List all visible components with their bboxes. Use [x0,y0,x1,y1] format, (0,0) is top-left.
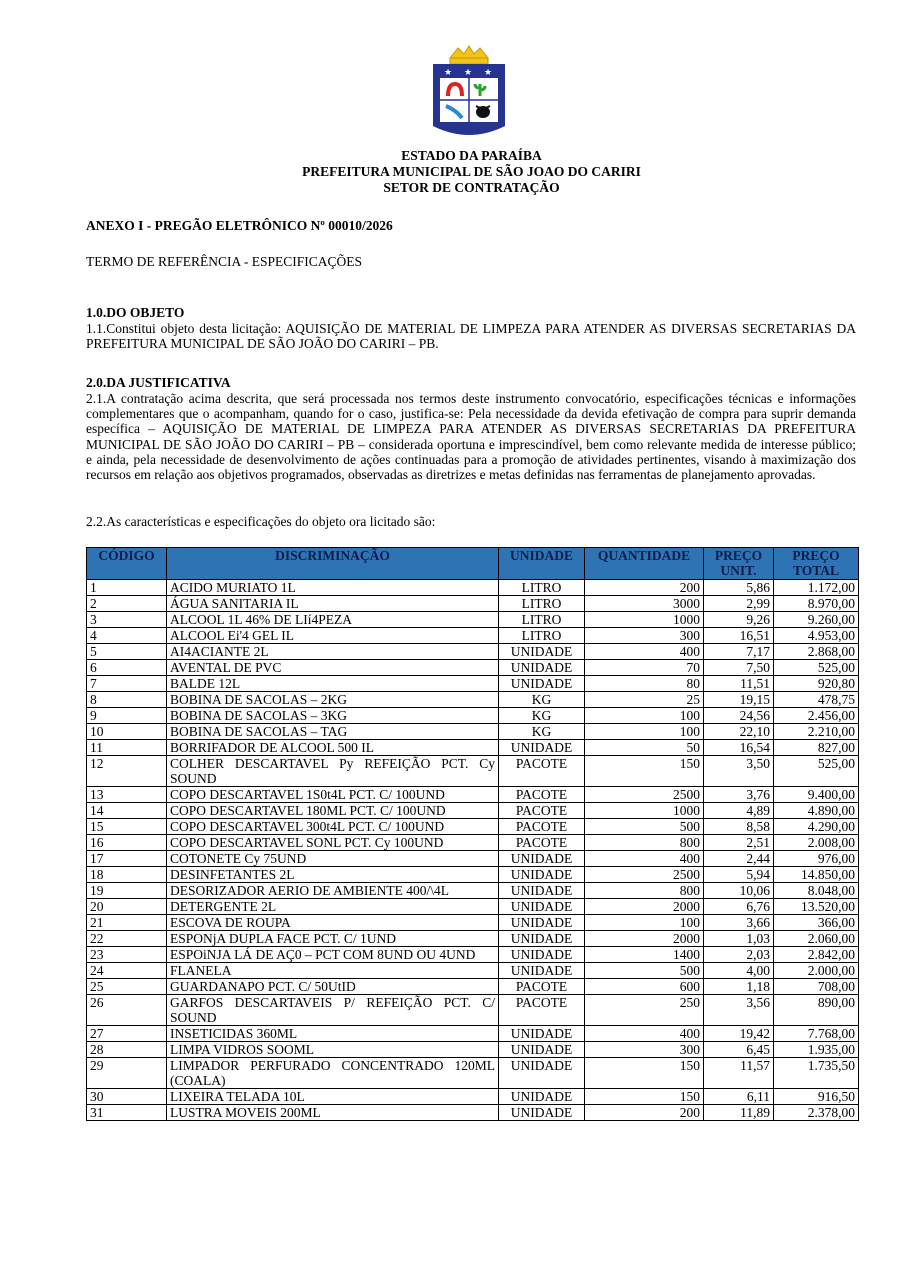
cell-code: 5 [87,644,167,660]
cell-unit: UNIDADE [499,1089,585,1105]
cell-code: 12 [87,756,167,787]
cell-quantity: 50 [585,740,704,756]
table-row [87,995,859,1026]
table-row [87,835,859,851]
cell-unit: UNIDADE [499,851,585,867]
cell-quantity: 150 [585,1058,704,1089]
cell-unit: UNIDADE [499,676,585,692]
cell-code: 15 [87,819,167,835]
table-row [87,644,859,660]
cell-total-price: 13.520,00 [774,899,859,915]
cell-unit: PACOTE [499,803,585,819]
cell-unit-price: 5,86 [704,580,774,596]
cell-description: BORRIFADOR DE ALCOOL 500 IL [167,740,499,756]
cell-unit-price: 4,89 [704,803,774,819]
cell-quantity: 25 [585,692,704,708]
cell-unit-price: 2,99 [704,596,774,612]
cell-unit-price: 4,00 [704,963,774,979]
cell-description: BOBINA DE SACOLAS – TAG [167,724,499,740]
cell-total-price: 2.000,00 [774,963,859,979]
cell-code: 7 [87,676,167,692]
table-row [87,883,859,899]
section1-paragraph: 1.1.Constitui objeto desta licitação: AQUISIÇÃO DE MATERIAL DE LIMPEZA PARA ATENDER AS DIVERSAS SECRETARIAS DA PREFEITURA MUNICIPAL DE SÃO JOÃO DO CARIRI – PB. [86,321,856,352]
table-row [87,628,859,644]
section1-heading: 1.0.DO OBJETO [86,305,185,320]
cell-unit: KG [499,708,585,724]
cell-description: ALCOOL Ei'4 GEL IL [167,628,499,644]
cell-total-price: 525,00 [774,756,859,787]
cell-total-price: 2.868,00 [774,644,859,660]
table-row [87,580,859,596]
cell-code: 3 [87,612,167,628]
table-row [87,740,859,756]
cell-unit-price: 3,56 [704,995,774,1026]
cell-quantity: 800 [585,835,704,851]
cell-description: ESPOiNJA LÁ DE AÇ0 – PCT COM 8UND OU 4UND [167,947,499,963]
cell-code: 22 [87,931,167,947]
cell-description: ÁGUA SANITARIA IL [167,596,499,612]
cell-quantity: 250 [585,995,704,1026]
header-sector: SETOR DE CONTRATAÇÃO [383,180,560,195]
cell-code: 10 [87,724,167,740]
cell-unit: PACOTE [499,756,585,787]
cell-quantity: 500 [585,819,704,835]
header-unit: UNIDADE [499,548,585,580]
cell-total-price: 2.060,00 [774,931,859,947]
cell-total-price: 9.400,00 [774,787,859,803]
cell-description: DETERGENTE 2L [167,899,499,915]
cell-unit-price: 19,15 [704,692,774,708]
cell-total-price: 4.953,00 [774,628,859,644]
cell-total-price: 366,00 [774,915,859,931]
cell-total-price: 4.890,00 [774,803,859,819]
cell-total-price: 14.850,00 [774,867,859,883]
cell-total-price: 1.735,50 [774,1058,859,1089]
table-row [87,692,859,708]
cell-code: 2 [87,596,167,612]
cell-unit-price: 3,76 [704,787,774,803]
table-row [87,947,859,963]
section2-paragraph: 2.1.A contratação acima descrita, que será processada nos termos deste instrumento convocatório, especificações técnicas e informações complementares que o acompanham, quando for o caso, justifica-se: Pela necessidade da devida efetivação de compra para suprir demanda específica – AQUISIÇÃO DE MATERIAL DE LIMPEZA PARA ATENDER AS DIVERSAS SECRETARIAS DA PREFEITURA MUNICIPAL DE SÃO JOÃO DO CARIRI – PB – considerada oportuna e imprescindível, bem como relevante medida de interesse público; e ainda, pela necessidade de desenvolvimento de ações continuadas para a promoção de atividades pertinentes, visando à maximização dos recursos em relação aos objetivos programados, observadas as diretrizes e metas definidas nas ferramentas de planejamento aprovadas. [86,391,856,483]
cell-code: 18 [87,867,167,883]
cell-quantity: 400 [585,851,704,867]
cell-unit: UNIDADE [499,899,585,915]
table-row [87,1026,859,1042]
cell-unit-price: 6,11 [704,1089,774,1105]
header-prefecture: PREFEITURA MUNICIPAL DE SÃO JOAO DO CARIRI [302,164,641,179]
table-row [87,787,859,803]
cell-unit: PACOTE [499,835,585,851]
cell-unit: KG [499,724,585,740]
cell-description: COTONETE Cy 75UND [167,851,499,867]
cell-quantity: 300 [585,1042,704,1058]
cell-unit: UNIDADE [499,1058,585,1089]
cell-code: 20 [87,899,167,915]
cell-unit-price: 11,51 [704,676,774,692]
cell-unit: UNIDADE [499,1105,585,1121]
cell-total-price: 827,00 [774,740,859,756]
cell-unit-price: 19,42 [704,1026,774,1042]
cell-description: DESINFETANTES 2L [167,867,499,883]
table-row [87,1089,859,1105]
cell-unit: UNIDADE [499,915,585,931]
cell-code: 30 [87,1089,167,1105]
cell-quantity: 100 [585,915,704,931]
cell-total-price: 2.456,00 [774,708,859,724]
cell-description: DESORIZADOR AERIO DE AMBIENTE 400/\4L [167,883,499,899]
cell-code: 21 [87,915,167,931]
cell-code: 19 [87,883,167,899]
cell-description: BALDE 12L [167,676,499,692]
cell-unit: UNIDADE [499,883,585,899]
cell-total-price: 9.260,00 [774,612,859,628]
cell-unit: LITRO [499,596,585,612]
cell-unit-price: 11,89 [704,1105,774,1121]
cell-description: ALCOOL 1L 46% DE LIí4PEZA [167,612,499,628]
cell-quantity: 2500 [585,867,704,883]
cell-quantity: 600 [585,979,704,995]
cell-code: 24 [87,963,167,979]
cell-total-price: 916,50 [774,1089,859,1105]
cell-quantity: 400 [585,644,704,660]
cell-total-price: 2.842,00 [774,947,859,963]
table-row [87,596,859,612]
cell-description: AVENTAL DE PVC [167,660,499,676]
table-row [87,756,859,787]
cell-unit: LITRO [499,612,585,628]
cell-quantity: 100 [585,724,704,740]
table-row [87,676,859,692]
cell-total-price: 976,00 [774,851,859,867]
cell-description: ESCOVA DE ROUPA [167,915,499,931]
cell-unit: LITRO [499,628,585,644]
cell-code: 14 [87,803,167,819]
cell-unit-price: 9,26 [704,612,774,628]
cell-quantity: 1000 [585,803,704,819]
cell-total-price: 8.970,00 [774,596,859,612]
table-row [87,803,859,819]
cell-description: LIMPADOR PERFURADO CONCENTRADO 120ML (COALA) [167,1058,499,1089]
section2-heading: 2.0.DA JUSTIFICATIVA [86,375,231,390]
cell-unit: UNIDADE [499,1042,585,1058]
table-row [87,931,859,947]
cell-quantity: 500 [585,963,704,979]
cell-description: COPO DESCARTAVEL 180ML PCT. C/ 100UND [167,803,499,819]
header-description: DISCRIMINAÇÃO [167,548,499,580]
cell-unit-price: 22,10 [704,724,774,740]
cell-total-price: 7.768,00 [774,1026,859,1042]
cell-quantity: 150 [585,1089,704,1105]
cell-unit-price: 3,66 [704,915,774,931]
cell-total-price: 2.210,00 [774,724,859,740]
municipal-coat-of-arms-icon [428,44,510,144]
cell-total-price: 4.290,00 [774,819,859,835]
cell-total-price: 1.935,00 [774,1042,859,1058]
cell-unit-price: 1,18 [704,979,774,995]
cell-code: 8 [87,692,167,708]
cell-unit-price: 11,57 [704,1058,774,1089]
cell-quantity: 300 [585,628,704,644]
cell-total-price: 525,00 [774,660,859,676]
cell-quantity: 400 [585,1026,704,1042]
cell-unit: UNIDADE [499,867,585,883]
table-row [87,660,859,676]
cell-unit-price: 1,03 [704,931,774,947]
cell-description: COPO DESCARTAVEL 1S0t4L PCT. C/ 100UND [167,787,499,803]
cell-total-price: 890,00 [774,995,859,1026]
cell-code: 23 [87,947,167,963]
cell-code: 6 [87,660,167,676]
cell-code: 25 [87,979,167,995]
cell-quantity: 2000 [585,931,704,947]
cell-quantity: 200 [585,1105,704,1121]
cell-description: AI4ACIANTE 2L [167,644,499,660]
cell-unit: UNIDADE [499,740,585,756]
cell-code: 13 [87,787,167,803]
table-row [87,1042,859,1058]
cell-total-price: 708,00 [774,979,859,995]
cell-description: ESPONjA DUPLA FACE PCT. C/ 1UND [167,931,499,947]
cell-description: GARFOS DESCARTAVEIS P/ REFEIÇÃO PCT. C/ SOUND [167,995,499,1026]
cell-unit-price: 24,56 [704,708,774,724]
cell-description: LIMPA VIDROS SOOML [167,1042,499,1058]
cell-quantity: 200 [585,580,704,596]
table-header-row [87,548,859,580]
items-table [86,547,859,1121]
cell-quantity: 150 [585,756,704,787]
table-row [87,724,859,740]
cell-code: 17 [87,851,167,867]
cell-total-price: 920,80 [774,676,859,692]
table-row [87,867,859,883]
cell-unit-price: 10,06 [704,883,774,899]
cell-code: 31 [87,1105,167,1121]
cell-description: COPO DESCARTAVEL SONL PCT. Cy 100UND [167,835,499,851]
cell-unit-price: 16,54 [704,740,774,756]
cell-description: LUSTRA MOVEIS 200ML [167,1105,499,1121]
cell-description: LIXEIRA TELADA 10L [167,1089,499,1105]
cell-unit-price: 16,51 [704,628,774,644]
table-row [87,915,859,931]
cell-unit: UNIDADE [499,963,585,979]
cell-unit-price: 6,76 [704,899,774,915]
cell-unit-price: 5,94 [704,867,774,883]
cell-unit-price: 7,50 [704,660,774,676]
cell-unit: UNIDADE [499,660,585,676]
table-row [87,708,859,724]
cell-code: 11 [87,740,167,756]
cell-total-price: 2.378,00 [774,1105,859,1121]
cell-total-price: 1.172,00 [774,580,859,596]
cell-quantity: 800 [585,883,704,899]
header-unit-price: PREÇO UNIT. [704,548,774,580]
table-row [87,1058,859,1089]
cell-quantity: 70 [585,660,704,676]
cell-unit: UNIDADE [499,931,585,947]
cell-unit-price: 2,03 [704,947,774,963]
subtitle: TERMO DE REFERÊNCIA - ESPECIFICAÇÕES [86,254,363,269]
cell-description: FLANELA [167,963,499,979]
header-code: CÓDIGO [87,548,167,580]
table-row [87,979,859,995]
cell-unit: PACOTE [499,995,585,1026]
cell-unit: UNIDADE [499,947,585,963]
cell-unit-price: 2,51 [704,835,774,851]
cell-quantity: 80 [585,676,704,692]
table-row [87,612,859,628]
cell-code: 28 [87,1042,167,1058]
table-row [87,851,859,867]
cell-description: COLHER DESCARTAVEL Py REFEIÇÃO PCT. Cy SOUND [167,756,499,787]
cell-total-price: 8.048,00 [774,883,859,899]
svg-text:★: ★ [444,67,453,77]
cell-unit: KG [499,692,585,708]
cell-code: 4 [87,628,167,644]
cell-code: 29 [87,1058,167,1089]
cell-description: BOBINA DE SACOLAS – 2KG [167,692,499,708]
cell-quantity: 1000 [585,612,704,628]
cell-unit: UNIDADE [499,644,585,660]
header-quantity: QUANTIDADE [585,548,704,580]
cell-unit-price: 3,50 [704,756,774,787]
cell-unit-price: 7,17 [704,644,774,660]
table-row [87,899,859,915]
cell-description: COPO DESCARTAVEL 300t4L PCT. C/ 100UND [167,819,499,835]
cell-unit: LITRO [499,580,585,596]
table-row [87,1105,859,1121]
cell-code: 27 [87,1026,167,1042]
cell-total-price: 478,75 [774,692,859,708]
table-row [87,963,859,979]
annex-title: ANEXO I - PREGÃO ELETRÔNICO Nº 00010/2026 [86,218,393,233]
cell-unit: PACOTE [499,787,585,803]
section2-paragraph-2: 2.2.As características e especificações do objeto ora licitado são: [86,514,436,529]
cell-unit: PACOTE [499,979,585,995]
cell-quantity: 1400 [585,947,704,963]
cell-quantity: 100 [585,708,704,724]
svg-text:★: ★ [484,67,493,77]
cell-code: 26 [87,995,167,1026]
cell-unit-price: 2,44 [704,851,774,867]
cell-total-price: 2.008,00 [774,835,859,851]
cell-code: 16 [87,835,167,851]
cell-unit-price: 8,58 [704,819,774,835]
cell-code: 9 [87,708,167,724]
header-state: ESTADO DA PARAÍBA [401,148,542,163]
cell-code: 1 [87,580,167,596]
cell-unit: UNIDADE [499,1026,585,1042]
cell-description: BOBINA DE SACOLAS – 3KG [167,708,499,724]
cell-unit: PACOTE [499,819,585,835]
cell-quantity: 2500 [585,787,704,803]
cell-description: ACIDO MURIATO 1L [167,580,499,596]
cell-description: INSETICIDAS 360ML [167,1026,499,1042]
header-total-price: PREÇO TOTAL [774,548,859,580]
svg-text:★: ★ [464,67,473,77]
cell-quantity: 2000 [585,899,704,915]
cell-unit-price: 6,45 [704,1042,774,1058]
cell-description: GUARDANAPO PCT. C/ 50UtID [167,979,499,995]
cell-quantity: 3000 [585,596,704,612]
table-row [87,819,859,835]
